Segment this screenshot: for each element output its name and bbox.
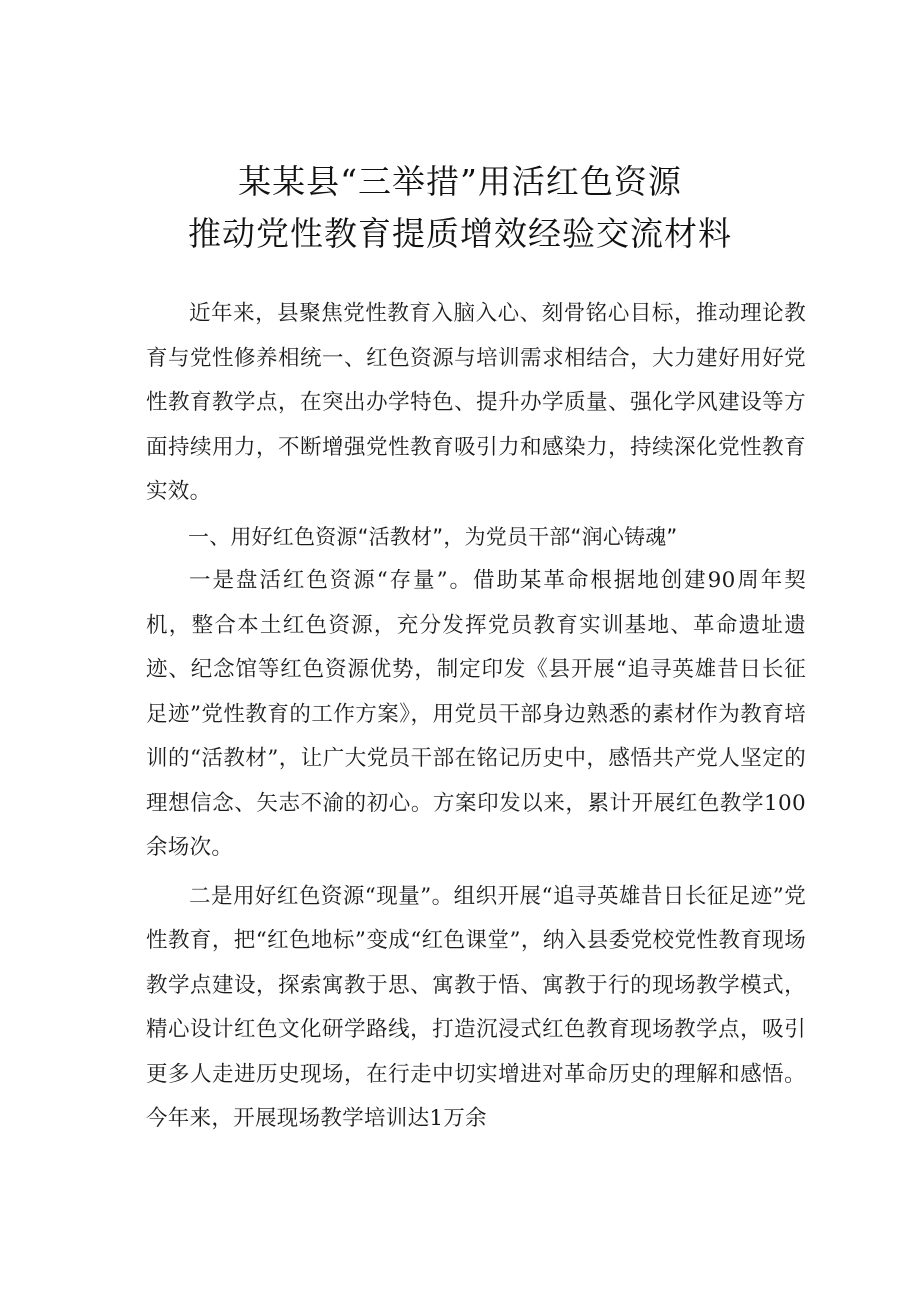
document-title-line-2: 推动党性教育提质增效经验交流材料 [188,214,732,253]
intro-paragraph: 近年来，县聚焦党性教育入脑入心、刻骨铭心目标，推动理论教育与党性修养相统一、红色资源与培训需求相结合，大力建好用好党性教育教学点，在突出办学特色、提升办学质量、强化学风建设等方面持续用力，不断增强党性教育吸引力和感染力，持续深化党性教育实效。 [146,301,806,504]
document-title-line-1: 某某县“三举措”用活红色资源 [238,162,682,201]
section-1-heading: 一、用好红色资源“活教材”，为党员干部“润心铸魂” [188,524,678,549]
document-body [146,292,806,1142]
paragraph-2: 二是用好红色资源“现量”。组织开展“追寻英雄昔日长征足迹”党性教育，把“红色地标”变成“红色课堂”，纳入县委党校党性教育现场教学点建设，探索寓教于思、寓教于悟、寓教于行的现场教学模式，精心设计红色文化研学路线，打造沉浸式红色教育现场教学点，吸引更多人走进历史现场，在行走中切实增进对革命历史的理解和感悟。今年来，开展现场教学培训达1万余 [146,883,806,1131]
paragraph-1: 一是盘活红色资源“存量”。借助某革命根据地创建90周年契机，整合本土红色资源，充分发挥党员教育实训基地、革命遗址遗迹、纪念馆等红色资源优势，制定印发《县开展“追寻英雄昔日长征足迹”党性教育的工作方案》，用党员干部身边熟悉的素材作为教育培训的“活教材”，让广大党员干部在铭记历史中，感悟共产党人坚定的理想信念、矢志不渝的初心。方案印发以来，累计开展红色教学100余场次。 [146,568,806,860]
